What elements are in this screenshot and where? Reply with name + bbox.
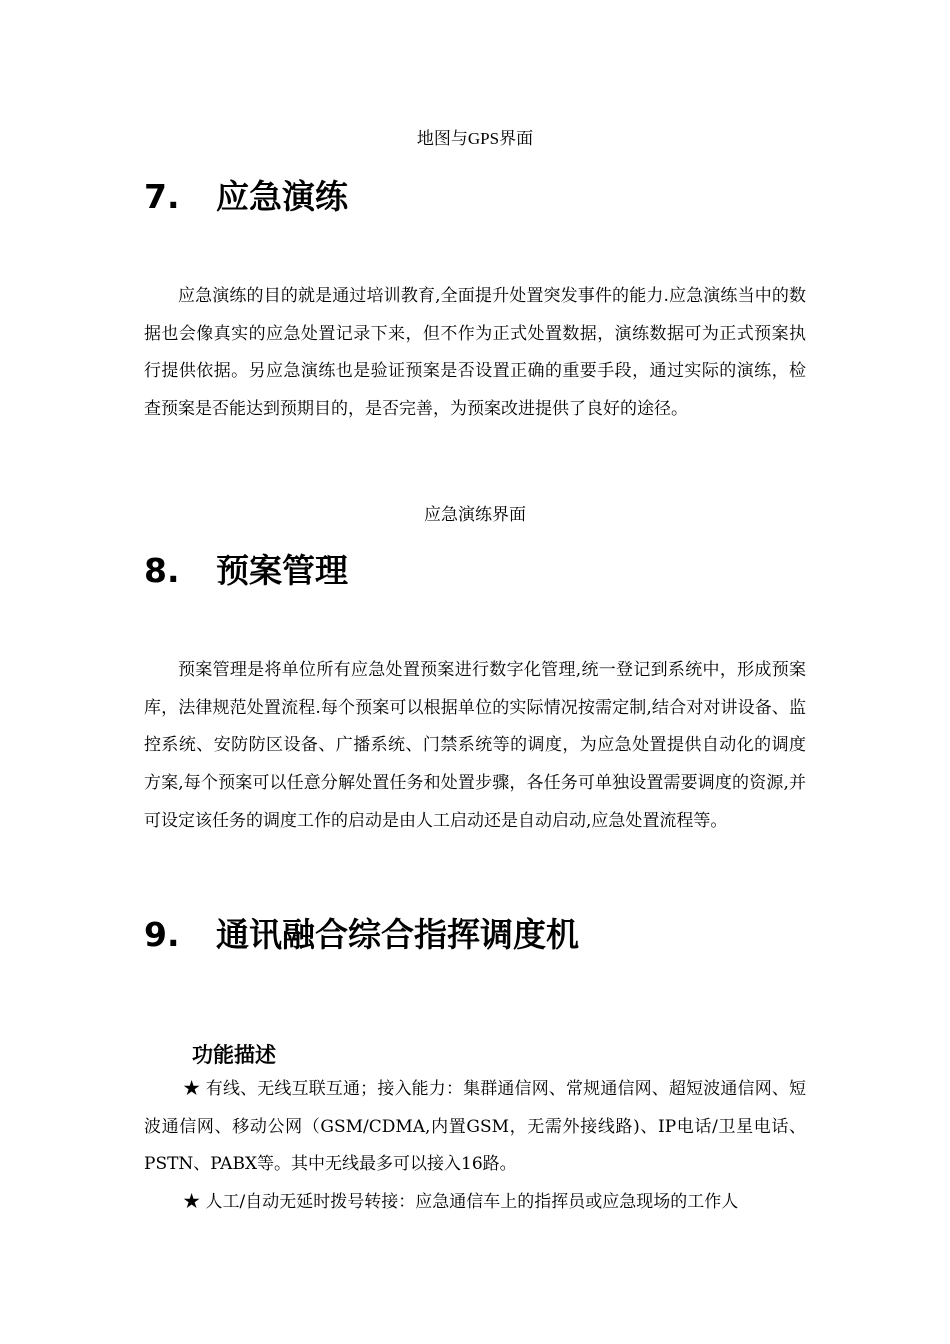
section-title: 预案管理 xyxy=(216,551,348,590)
section-heading-7 xyxy=(144,172,844,222)
paragraph-drill: 应急演练的目的就是通过培训教育,全面提升处置突发事件的能力.应急演练当中的数据也会像真实的应急处置记录下来，但不作为正式处置数据，演练数据可为正式预案执行提供依据。另应急演练也是验证预案是否设置正确的重要手段，通过实际的演练，检查预案是否能达到预期目的，是否完善，为预案改进提供了良好的途径。 xyxy=(144,286,806,420)
figure-caption-drill: 应急演练界面 xyxy=(424,505,526,524)
section-title: 应急演练 xyxy=(216,177,348,216)
figure-caption-map-gps: 地图与GPS界面 xyxy=(416,129,534,148)
section-title: 通讯融合综合指挥调度机 xyxy=(216,915,579,954)
subheading-function-desc: 功能描述 xyxy=(192,1043,276,1067)
bullet-interconnect: ★ 有线、无线互联互通；接入能力：集群通信网、常规通信网、超短波通信网、短波通信网、移动公网（GSM/CDMA,内置GSM，无需外接线路)、IP电话/卫星电话、PSTN、PABX等。其中无线最多可以接入16路。 xyxy=(144,1079,806,1175)
section-heading-8 xyxy=(144,546,844,596)
section-number: 9. xyxy=(144,915,180,954)
section-number: 7. xyxy=(144,177,180,216)
paragraph-plan: 预案管理是将单位所有应急处置预案进行数字化管理,统一登记到系统中，形成预案库，法律规范处置流程.每个预案可以根据单位的实际情况按需定制,结合对对讲设备、监控系统、安防防区设备、广播系统、门禁系统等的调度，为应急处置提供自动化的调度方案,每个预案可以任意分解处置任务和处置步骤，各任务可单独设置需要调度的资源,并可设定该任务的调度工作的启动是由人工启动还是自动启动,应急处置流程等。 xyxy=(144,660,806,831)
section-number: 8. xyxy=(144,551,180,590)
bullet-dialing: ★ 人工/自动无延时拨号转接：应急通信车上的指挥员或应急现场的工作人 xyxy=(183,1192,739,1212)
section-heading-9 xyxy=(144,910,844,960)
